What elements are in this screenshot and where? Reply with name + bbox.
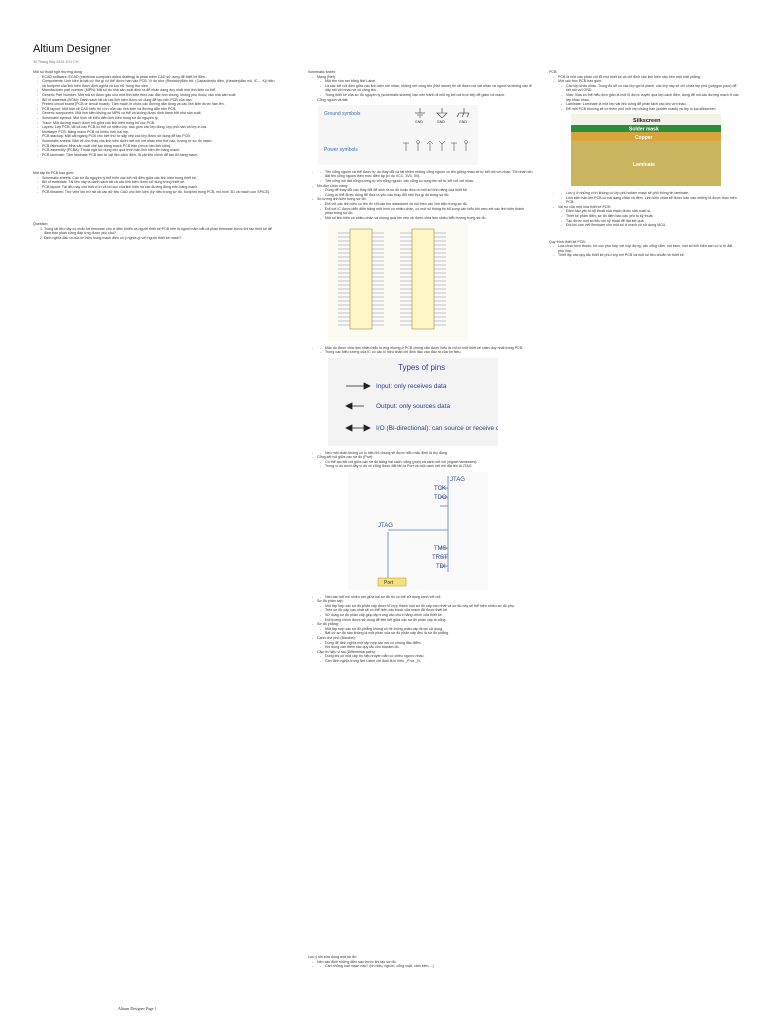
power-list <box>317 170 533 184</box>
hierarchy-item: - Đối tượng chính được sử dụng để liên kết giữa các sơ đồ phân cấp là cổng. <box>325 618 533 623</box>
jtag-signal: TCK <box>434 486 446 493</box>
ground-power-figure <box>318 105 533 167</box>
page-footer: Altium Designer Page 1 <box>118 1006 157 1011</box>
flat-item: - Bất cứ sơ đồ nào không là một phần của sơ đồ phân cấp đều là sơ đồ phẳng. <box>325 631 533 636</box>
count-list <box>317 202 533 220</box>
term-item: - PCB stackup: Mặt cắt ngang PCB cho biết thứ tự sắp xếp các lớp được sử dụng để tạo PCB. <box>42 134 278 139</box>
net-item: - Trong thiết kế của sơ đồ nguyên lý (schematic sheets) bạn nên tránh đi những kết nối trực tiếp để giảm rối mạch. <box>325 93 533 98</box>
term-item: - PCB fabrication: Nhà sản xuất chế tạo bảng mạch PCB trần (chưa hàn linh kiện). <box>42 144 278 149</box>
question-heading: Question: <box>33 222 49 227</box>
column-3 <box>549 70 739 258</box>
sub-heading-count: - Số lượng linh kiện trong sơ đồ: - Đối với các linh kiện có tên thì chỉ cần tìm datasheet và nối theo các linh kiện trong sơ đồ. - Đối với IC được biểu diễn bằng một hình có nhiều chân, có một số thông tin bổ sung cần hiểu khi xem xét các linh kiện thành phần trong sơ đồ. - Một số linh kiện có nhiều chân và chúng quá lớn nên sẽ được chia làm nhiều biểu tượng trong sơ đồ. <box>317 197 533 220</box>
role-item: - Đôi khi cần viết firmware cho một số vi mạch có sử dụng MCU. <box>566 223 739 228</box>
jtag-figure <box>348 472 533 592</box>
stack-label-silkscreen: Silkscreen <box>633 118 661 125</box>
jtag-signal: TRST <box>432 555 448 562</box>
port-item: - Trong ví dụ dưới đây ví dụ về cổng được đặt tên là Port và một cạnh kết nối đặt tên là JTAG. <box>325 464 533 469</box>
pin-type-input: Input: only receives data <box>376 383 447 391</box>
section-heading-process: Quy trình thiết kế PCB: <box>549 239 586 244</box>
diff-item: - Cần định nghĩa trong Net Label với đuôi là kí hiệu _P và _N. <box>325 659 533 664</box>
port-caption: - - Nếu cần kết nối nhiều net giữa hai sơ đồ thì có thể sử dụng cạnh kết nối. <box>325 595 533 600</box>
term-item: - Bill of materials (BOM): Danh sách tất cả các linh kiện được sử dụng để tạo nên PCB của bạn. <box>42 98 278 103</box>
jtag-signal: TDI <box>436 564 446 571</box>
bottom-item: - Nên xác định những điều sau trước khi tạo sơ đồ: <box>317 960 533 965</box>
flat-list <box>317 627 533 636</box>
stack-label-solder-mask: Solder mask <box>629 126 659 133</box>
term-item: - Schematic symbol: Một hình vẽ biểu diễn linh kiện trong sơ đồ nguyên lý. <box>42 116 278 121</box>
term-item: - Generic Part Number: Một mã số được gán cho một linh kiện theo các đặc tính chung, không phụ thuộc vào nhà sản xuất. <box>42 93 278 98</box>
net-item: - Một tên cho net bằng Net Label. <box>325 79 533 84</box>
sub-heading-power-ground: - Cổng nguồn và đất: <box>317 98 533 103</box>
pcb-file-item: - Schematic sheets: Các sơ đồ nguyên lý thể hiện các kết nối điện giữa các linh kiện trong thiết kế. <box>42 176 278 181</box>
pcb-stackup-figure <box>571 114 739 188</box>
hierarchy-list <box>317 604 533 622</box>
term-item: - Multilayer PCB: Bảng mạch PCB có nhiều hơn hai lớp. <box>42 130 278 135</box>
column-2-bottom <box>308 955 533 969</box>
role-item: - Tạo được một số tiêu chí kỹ thuật để đạt kết quả. <box>566 219 739 224</box>
structure-item: - Laminate: Laminate là một lớp vật liệu cứng để phân tách các lớp với nhau. <box>566 102 739 107</box>
module-item: - Công cụ thể được dùng để đưa ra yêu cầu thay đổi một thư gì đó trong sơ đồ. <box>325 193 533 198</box>
ground-symbols-label: Ground symbols <box>324 111 361 118</box>
gnd-label: GND <box>415 120 423 125</box>
bottom-sub-item: - - Cần những loại mạch nào? (tín hiệu, nguồn, cổng xuất, cảm biến,...) <box>325 964 533 969</box>
stack-label-copper: Copper <box>635 135 653 142</box>
section-heading-schematic: Schematic sheet: <box>308 70 336 74</box>
jtag-harness-label: JTAG <box>378 523 393 530</box>
structure-list <box>558 84 739 112</box>
stack-item: - Linh kiện hàn lên PCB có hai dạng chân và đệm. Linh kiện chân sẽ được hàn vào những lỗ được thực hiện PCB. <box>566 196 739 205</box>
flat-item: - Một tập hợp các sơ đồ phẳng không có hệ thống phân cấp được sử dụng. <box>325 627 533 632</box>
port-item: - Có thể tạo kết nối giữa các sơ đồ bằng hai cách: cổng (port) và cạnh kết nối (signal harnesses). <box>325 460 533 465</box>
stack-caption: - - Lưu ý ở những vị trí không có lớp phủ solder mask sẽ phủ thông tin laminate. <box>566 191 739 196</box>
term-item: - Components: Linh kiện là bất cứ thứ gì có thể được hàn vào PCB. Ví dụ như (Resistor)điện trở, (Capacitor)tụ điện, (Header)đầu nối, IC,... Ký hiệu và footprint của linh kiện được định nghĩa và lưu trữ trong thư viện. <box>42 79 278 88</box>
document-title: Altium Designer <box>33 43 111 55</box>
process-item: - Lựa chọn kích thước, bố cục phù hợp với hộp đựng, các cổng cắm, nút bấm, một số linh kiện cần có vị trí đặt phù hợp. <box>558 244 739 253</box>
net-list <box>317 79 533 97</box>
sub-heading-blanket: - Cạnh che phủ (Blanket): - Dùng để định nghĩa một tập hợp các net có chung đặc điểm. - Khi dùng cần thêm các quy tắc cho blanket đó. <box>317 636 533 650</box>
pin-types-figure <box>328 358 533 448</box>
pin-caption: - - Nếu một chân không có kí hiệu thì chúng sẽ được hiểu mặc định là thụ động. <box>325 451 533 456</box>
pin-type-io: I/O (Bi-directional): can source or receive data <box>376 425 498 433</box>
terms-list <box>33 75 278 158</box>
count-item: - Đối với IC được biểu diễn bằng một hình có nhiều chân, có một số thông tin bổ sung cần hiểu khi xem xét các linh kiện thành phần trong sơ đồ. <box>325 207 533 216</box>
jtag-signal: JTAG <box>450 477 465 484</box>
role-heading: - Vai trò của một nhà thiết kế PCB: - Đảm bảo yêu tố kỹ thuật của mạch được sản xuất ra. - Thiết kế phần điện, sơ đồ điện bao các yếu tố kỹ thuật. - Tạo được một số tiêu chí kỹ thuật để đạt kết quả. - Đôi khi cần viết firmware cho một số vi mạch có sử dụng MCU. <box>558 205 739 228</box>
question-item: 2. Định nghĩa đầu ra của tín hiệu trong mạch điện có ý nghĩa gì với người thiết kế mạch? <box>44 236 278 241</box>
hierarchy-item: - Một tập hợp các sơ đồ phân cấp được tổ hợp thành một sơ đồ cấp cao nhất và sơ đồ này sẽ thể hiện nhiều sơ đồ phụ. <box>325 604 533 609</box>
diff-list <box>317 654 533 663</box>
stack-label-laminate: Laminate <box>633 162 655 169</box>
hierarchy-item: - Trên sơ đồ cấp cao nhất sẽ có thể hiện các block của mạch đã được thiết kế. <box>325 608 533 613</box>
section-heading-pcb-file: Một tập tin PCB bao gồm: <box>33 171 75 176</box>
jtag-signal: TDO <box>434 495 447 502</box>
sub-heading-net: - Mạng (Net): - Một tên cho net bằng Net Label. - Là các kết nối điện giữa các linh kiện với nhau, những net cùng tên (Net name) thì sẽ được nối với nhau và người ta không cần đi dây nối với nhau về có cùng tên. - Trong thiết kế của sơ đồ nguyên lý (schematic sheets) bạn nên tránh đi những kết nối trực tiếp để giảm rối mạch. <box>317 75 533 98</box>
bottom-heading: Lưu ý khi sửa dụng một sơ đồ: <box>308 955 358 959</box>
structure-item: - Để một PCB thường sẽ có thêm phủ một lớp chống hàn (solder mask) và lớp in lụa silkscreen. <box>566 107 739 112</box>
port-list <box>317 460 533 469</box>
ic-symbol-figure <box>328 223 533 343</box>
term-item: - Schematic sheets: Bản vẽ cho thấy các linh kiện được kết nối với nhau như thế nào, tương tự sơ đồ mạch. <box>42 139 278 144</box>
role-item: - Thiết kế phần điện, sơ đồ điện bao các yếu tố kỹ thuật. <box>566 214 739 219</box>
column-2 <box>308 70 533 664</box>
structure-item: - Các lớp khác nhau. Trong đó sẽ có các lớp gọi là plane, các lớp này sẽ chỉ chứa lớp phủ (polygon pour) để kết nối với GND. <box>566 84 739 93</box>
pcb-file-item: - PCB libraries: Thư viện lưu trữ tất cả các dữ liệu CAD cho linh kiện (ký hiệu trong sơ đồ, footprint trong PCB, mô hình 3D và mạch con SPICE). <box>42 190 278 195</box>
term-item: - Generic component: Một linh kiện không có MPN cụ thể và không được định danh bởi nhà sản xuất. <box>42 111 278 116</box>
section-heading-pcb: PCB: <box>549 70 558 74</box>
term-item: - PCB layout: Một bản vẽ CAD biểu thị vị trí của các linh kiện và đường dẫn trên PCB. <box>42 107 278 112</box>
pcb-file-list <box>33 176 278 194</box>
count-item: - Đối với các linh kiện có tên thì chỉ cần tìm datasheet và nối theo các linh kiện trong sơ đồ. <box>325 202 533 207</box>
pcb-file-item: - PCB layout: Tài liệu này cho biết vị trí và bố cục của linh kiện và các đường đồng trên bảng mạch. <box>42 185 278 190</box>
pcb-file-item: - Bill of materials: Tài liệu này là danh sách tất cả các linh kiện được sử dụng trong thiết kế. <box>42 180 278 185</box>
sub-heading-module: - Mô-đun chức năng: - Dùng để thay đổi các thay đổi để sinh ra sơ đồ hoặc đưa ra một số tính năng của thiết kế. - Công cụ thể được dùng để đưa ra yêu cầu thay đổi một thư gì đó trong sơ đồ. <box>317 184 533 198</box>
pcb-intro: - PCB là một cấu phần cốt lõi mọi thiết kế và chỉ đính các linh kiện vào trên một mặt phẳng. <box>558 75 739 80</box>
term-item: - PCB laminate: Tấm laminate PCB làm từ vật liệu cách điện, là vật liệu chính để tạo lõi bảng mạch. <box>42 153 278 158</box>
sub-heading-diff: - Cặp tín hiệu vi sai (Differential pairs): - Dùng khi có một cặp tín hiệu truyền dẫn có chiều ngược nhau. - Cần định nghĩa trong Net Label với đuôi là kí hiệu _P và _N. <box>317 650 533 664</box>
jtag-signal: TMS <box>434 546 447 553</box>
process-list <box>549 244 739 258</box>
role-list <box>558 209 739 227</box>
term-item: - PCB assembly (PCBA): Thuật ngữ sử dụng cho quá trình hàn linh kiện lên bảng mạch. <box>42 148 278 153</box>
question-list <box>33 227 278 241</box>
question-item: 1. Trong tài liệu này có nhắc tới firmware cho vi điều khiển và người thiết kế PCB nên là người nắm bắt cả phần firmware trước khi tạo thiết kế để đảm bảo phần cứng đáp ứng được yêu cầu? <box>44 227 278 236</box>
blanket-item: - Khi dùng cần thêm các quy tắc cho blanket đó. <box>325 645 533 650</box>
module-item: - Dùng để thay đổi các thay đổi để sinh ra sơ đồ hoặc đưa ra một số tính năng của thiết kế. <box>325 188 533 193</box>
structure-item: - Vias: Vias có thể hiểu đơn giản là một lỗ được xuyên qua lớp cách điện, dùng để nối các đường mạch ở các lớp khác nhau. <box>566 93 739 102</box>
hierarchy-item: - Sử dụng sơ đồ phân cấp giúp tập trung vào chức năng chính của thiết kế. <box>325 613 533 618</box>
process-item: - Thiết lập các quy tắc thiết kế phù hợp với PCB và một số tiêu chuẩn về thiết kế. <box>558 253 739 258</box>
gnd-label: GND <box>437 120 445 125</box>
power-item: - - Tên cổng nguồn và thể được tự do thay đổi và tất nhiên những cổng nguồn có tên giống nhau sẽ tự kết nối với nhau. Tốt nhất nên đặt tên cổng nguồn theo mức điện áp (ví dụ VCC, 3V3, 5V). <box>325 170 533 179</box>
term-item: - Printed circuit board (PCB or circuit board): Tấm mạch in chứa các đường dẫn đồng và các linh kiện được hàn lên. <box>42 102 278 107</box>
sub-heading-port: - Cổng kết nối giữa các sơ đồ (Port): - Có thể tạo kết nối giữa các sơ đồ bằng hai cách: cổng (port) và cạnh kết nối (signal harnesses). - Trong ví dụ dưới đây ví dụ về cổng được đặt tên là Port và một cạnh kết nối đặt tên là JTAG. <box>317 455 533 469</box>
document-date: 30 Tháng Bảy 2024 3:01 CH <box>33 60 79 64</box>
net-item: - Là các kết nối điện giữa các linh kiện với nhau, những net cùng tên (Net name) thì sẽ được nối với nhau và người ta không cần đi dây nối với nhau về có cùng tên. <box>325 84 533 93</box>
role-item: - Đảm bảo yêu tố kỹ thuật của mạch được sản xuất ra. <box>566 209 739 214</box>
section-heading-terms: Một số thuật ngữ thường dùng <box>33 70 82 74</box>
pin-types-title: Types of pins <box>398 363 446 373</box>
pin-type-output: Output: only sources data <box>376 403 451 411</box>
column-1 <box>33 70 278 241</box>
blanket-item: - Dùng để định nghĩa một tập hợp các net có chung đặc điểm. <box>325 641 533 646</box>
sub-heading-structure: - Một cấu trúc PCB bao gồm: - Các lớp khác nhau. Trong đó sẽ có các lớp gọi là plane, các lớp này sẽ chỉ chứa lớp phủ (polygon pour) để kết nối với GND. - Vias: Vias có thể hiểu đơn giản là một lỗ được xuyên qua lớp cách điện, dùng để nối các đường mạch ở các lớp khác nhau. - Laminate: Laminate là một lớp vật liệu cứng để phân tách các lớp với nhau. - Để một PCB thường sẽ có thêm phủ một lớp chống hàn (solder mask) và lớp in lụa silkscreen. <box>558 79 739 111</box>
port-label: Port <box>384 580 394 587</box>
sub-heading-hierarchy: - Sơ đồ phân cấp: - Một tập hợp các sơ đồ phân cấp được tổ hợp thành một sơ đồ cấp cao nhất và sơ đồ này sẽ thể hiện nhiều sơ đồ phụ. - Trên sơ đồ cấp cao nhất sẽ có thể hiện các block của mạch đã được thiết kế. - Sử dụng sơ đồ phân cấp giúp tập trung vào chức năng chính của thiết kế. - Đối tượng chính được sử dụng để liên kết giữa các sơ đồ phân cấp là cổng. <box>317 599 533 622</box>
blanket-list <box>317 641 533 650</box>
power-item: - Tên cổng nối đất cũng tương tự với cổng nguồn, các cổng có cùng tên sẽ tự kết nối với nhau. <box>325 179 533 184</box>
term-item: - ECAD software: ECAD (electrical computer-aided drafting) là phần mềm CAD sử dụng để thiết kế điện. <box>42 75 278 80</box>
term-item: - Layers: Lớp PCB, tất cả các PCB có thể có nhiều lớp, bao gồm các lớp đồng, lớp phủ hàn và lớp in lụa. <box>42 125 278 130</box>
count-item: - Một số linh kiện có nhiều chân và chúng quá lớn nên sẽ được chia làm nhiều biểu tượng trong sơ đồ. <box>325 216 533 221</box>
module-list <box>317 188 533 197</box>
term-item: - Manufacturer part number (MPN): Mã số do nhà sản xuất định ra để nhận dạng duy nhất một linh kiện cụ thể. <box>42 88 278 93</box>
gnd-label: GND <box>459 120 467 125</box>
term-item: - Trace: Một đường mạch được nối giữa các linh kiện trong bố cục PCB. <box>42 121 278 126</box>
power-symbols-label: Power symbols <box>324 147 358 154</box>
ic-caption-2: - Trong các biểu tượng của IC có các kí hiệu chân chỉ định đầu vào đầu ra của tín hiệu. <box>325 350 533 355</box>
diff-item: - Dùng khi có một cặp tín hiệu truyền dẫn có chiều ngược nhau. <box>325 654 533 659</box>
sub-heading-flat: - Sơ đồ phẳng: - Một tập hợp các sơ đồ phẳng không có hệ thống phân cấp được sử dụng. - Bất cứ sơ đồ nào không là một phần của sơ đồ phân cấp đều là sơ đồ phẳng. <box>317 622 533 636</box>
ic-caption: - - Mặc dù được chia làm nhiều biểu tượng nhưng ở PCB chúng vẫn được hiểu là chỉ có một thiết kế chân duy nhất trong PCB. <box>325 346 533 351</box>
